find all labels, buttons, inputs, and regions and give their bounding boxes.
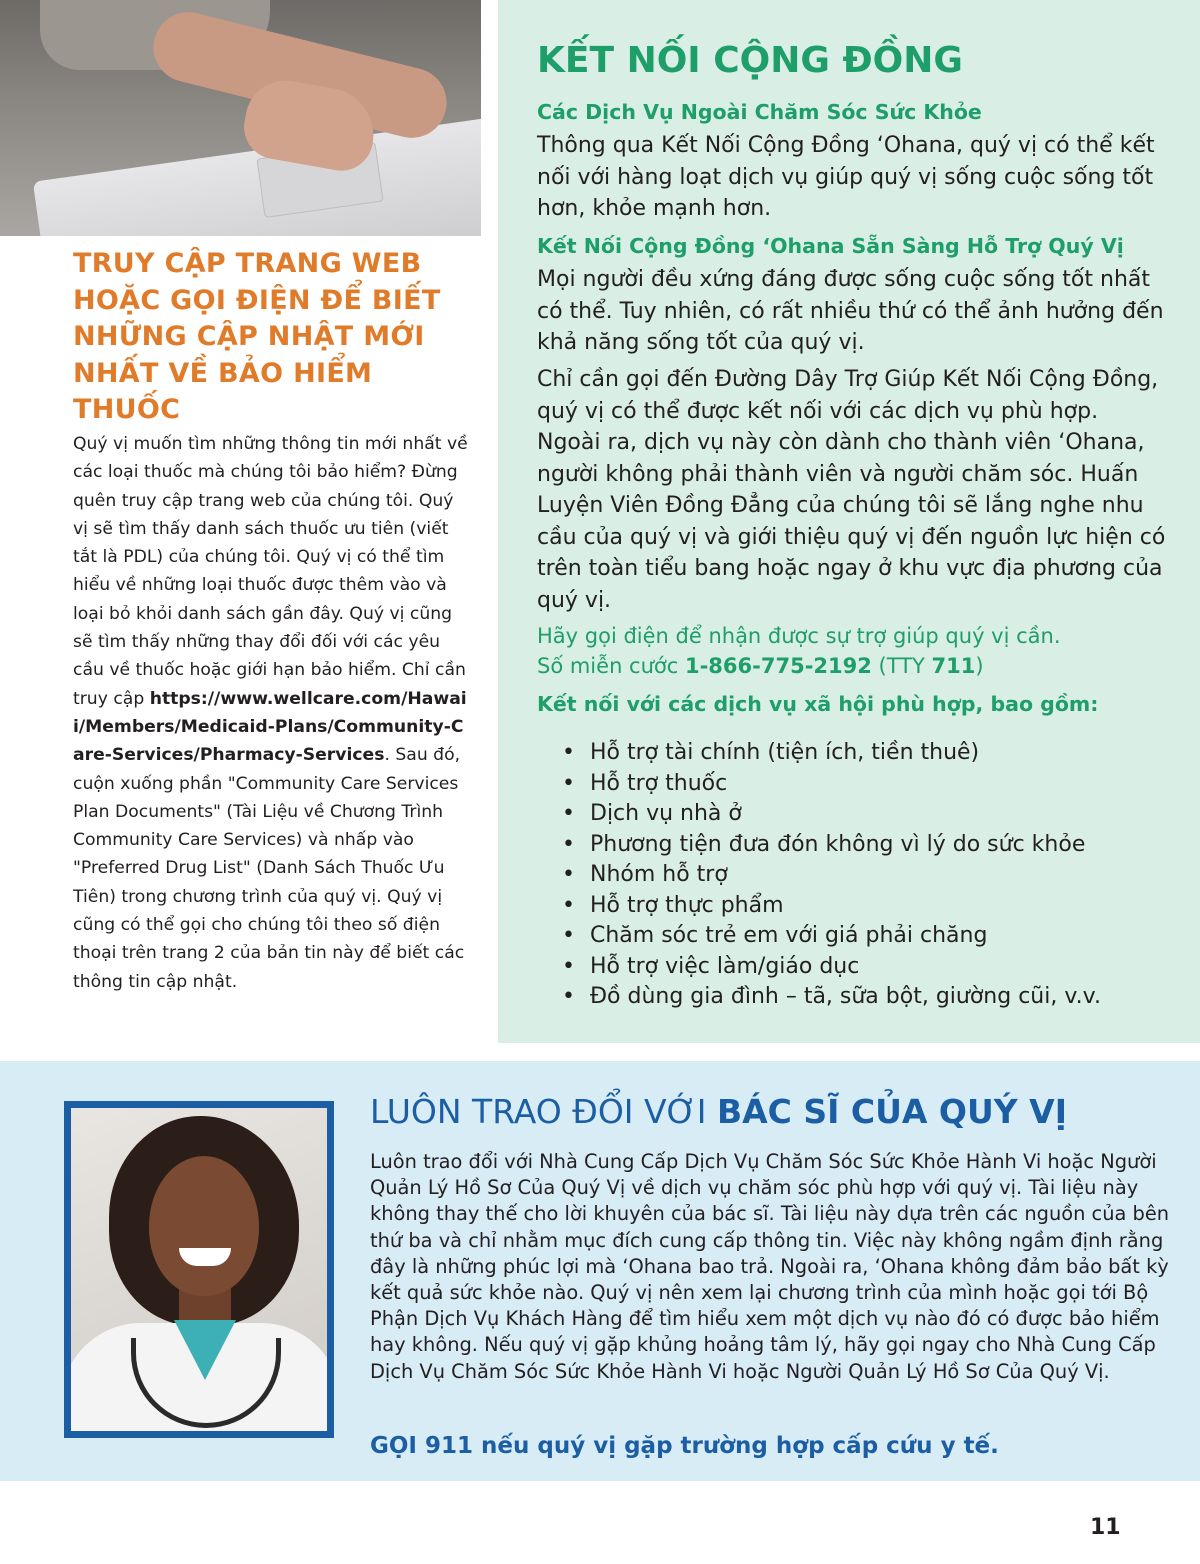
toll-free-phone[interactable]: 1-866-775-2192: [684, 654, 872, 678]
pharmacy-body: [73, 430, 473, 996]
list-item: • Hỗ trợ tài chính (tiện ích, tiền thuê): [562, 740, 980, 765]
services-subheading: Các Dịch Vụ Ngoài Chăm Sóc Sức Khỏe: [537, 100, 982, 124]
social-services-list: [560, 738, 1180, 1013]
pharmacy-heading: TRUY CẬP TRANG WEB HOẶC GỌI ĐIỆN ĐỂ BIẾT NHỮNG CẬP NHẬT MỚI NHẤT VỀ BẢO HIỂM THUỐC: [73, 248, 441, 425]
list-item: • Hỗ trợ thực phẩm: [562, 892, 784, 918]
list-item: • Hỗ trợ việc làm/giáo dục: [562, 953, 860, 979]
pharmacy-body-rest: . Sau đó, cuộn xuống phần "Community Care Services Plan Documents" (Tài Liệu về Chương Trình Community Care Services) và nhấp vào "Preferred Drug List" (Danh Sách Thuốc Ưu Tiên) trong chương trình của quý vị. Quý vị cũng có thể gọi cho chúng tôi theo số điện thoại trên trang 2 của bản tin này để biết các thông tin cập nhật.: [73, 745, 465, 992]
toll-free-line: Số miễn cước 1-866-775-2192 (TTY 711): [537, 654, 984, 678]
list-item: • Chăm sóc trẻ em với giá phải chăng: [562, 923, 988, 948]
support-paragraph: Mọi người đều xứng đáng được sống cuộc sống tốt nhất có thể. Tuy nhiên, có rất nhiều thứ có thể ảnh hưởng đến khả năng sống tốt của quý vị.: [537, 267, 1164, 355]
tty-number[interactable]: 711: [931, 654, 976, 678]
page-number: 11: [1090, 1515, 1121, 1540]
list-item: • Phương tiện đưa đón không vì lý do sức khỏe: [562, 831, 1086, 857]
doctor-photo: [71, 1108, 327, 1431]
doctor-panel-body: Luôn trao đổi với Nhà Cung Cấp Dịch Vụ Chăm Sóc Sức Khỏe Hành Vi hoặc Người Quản Lý Hồ Sơ Của Quý Vị về dịch vụ chăm sóc phù hợp với quý vị. Tài liệu này không thay thế cho lời khuyên của bác sĩ. Tài liệu này dựa trên các nguồn của bên thứ ba và chỉ nhằm mục đích cung cấp thông tin. Việc này không ngầm định rằng đây là những phúc lợi mà ‘Ohana bao trả. Ngoài ra, ‘Ohana không đảm bảo bất kỳ kết quả sức khỏe nào. Quý vị nên xem lại chương trình của mình hoặc gọi tới Bộ Phận Dịch Vụ Khách Hàng để tìm hiểu xem một dịch vụ nào đó có được bảo hiểm hay không. Nếu quý vị gặp khủng hoảng tâm lý, hãy gọi ngay cho Nhà Cung Cấp Dịch Vụ Chăm Sóc Sức Khỏe Hành Vi hoặc Người Quản Lý Hồ Sơ Của Quý Vị.: [370, 1150, 1170, 1383]
doctor-panel-title: LUÔN TRAO ĐỔI VỚI BÁC SĨ CỦA QUÝ VỊ: [370, 1092, 1067, 1131]
call-callout: [537, 621, 1167, 681]
laptop-photo: [0, 0, 481, 236]
pharmacy-services-link[interactable]: https://www.wellcare.com/Hawaii/Members/Medicaid-Plans/Community-Care-Services/Pharmacy-Services: [73, 688, 467, 766]
pharmacy-body-intro: Quý vị muốn tìm những thông tin mới nhất về các loại thuốc mà chúng tôi bảo hiểm? Đừng quên truy cập trang web của chúng tôi. Quý vị sẽ tìm thấy danh sách thuốc ưu tiên (viết tắt là PDL) của chúng tôi. Quý vị có thể tìm hiểu về những loại thuốc được thêm vào và loại bỏ khỏi danh sách gần đây. Quý vị cũng sẽ tìm thấy những thay đổi đối với các yêu cầu về thuốc hoặc giới hạn bảo hiểm. Chỉ cần truy cập: [73, 434, 468, 709]
helpline-paragraph: Chỉ cần gọi đến Đường Dây Trợ Giúp Kết Nối Cộng Đồng, quý vị có thể được kết nối với các dịch vụ phù hợp. Ngoài ra, dịch vụ này còn dành cho thành viên ‘Ohana, người không phải thành viên và người chăm sóc. Huấn Luyện Viên Đồng Đẳng của chúng tôi sẽ lắng nghe nhu cầu của quý vị và giới thiệu quý vị đến nguồn lực hiện có trên toàn tiểu bang hoặc ngay ở khu vực địa phương của quý vị.: [537, 367, 1166, 613]
list-item: • Hỗ trợ thuốc: [562, 770, 728, 796]
list-item: • Dịch vụ nhà ở: [562, 801, 742, 826]
list-item: • Đồ dùng gia đình – tã, sữa bột, giường cũi, v.v.: [562, 984, 1101, 1009]
social-services-heading: Kết nối với các dịch vụ xã hội phù hợp, bao gồm:: [537, 692, 1099, 716]
doctor-photo-frame: [64, 1101, 334, 1438]
call-callout-line: Hãy gọi điện để nhận được sự trợ giúp quý vị cần.: [537, 624, 1061, 648]
emergency-note: GỌI 911 nếu quý vị gặp trường hợp cấp cứu y tế.: [370, 1433, 999, 1459]
support-subheading: Kết Nối Cộng Đồng ‘Ohana Sẵn Sàng Hỗ Trợ Quý Vị: [537, 234, 1124, 258]
community-connect-title: KẾT NỐI CỘNG ĐỒNG: [537, 40, 963, 81]
services-paragraph: Thông qua Kết Nối Cộng Đồng ‘Ohana, quý vị có thể kết nối với hàng loạt dịch vụ giúp quý vị sống cuộc sống tốt hơn, khỏe mạnh hơn.: [537, 133, 1155, 221]
list-item: • Nhóm hỗ trợ: [562, 862, 728, 887]
